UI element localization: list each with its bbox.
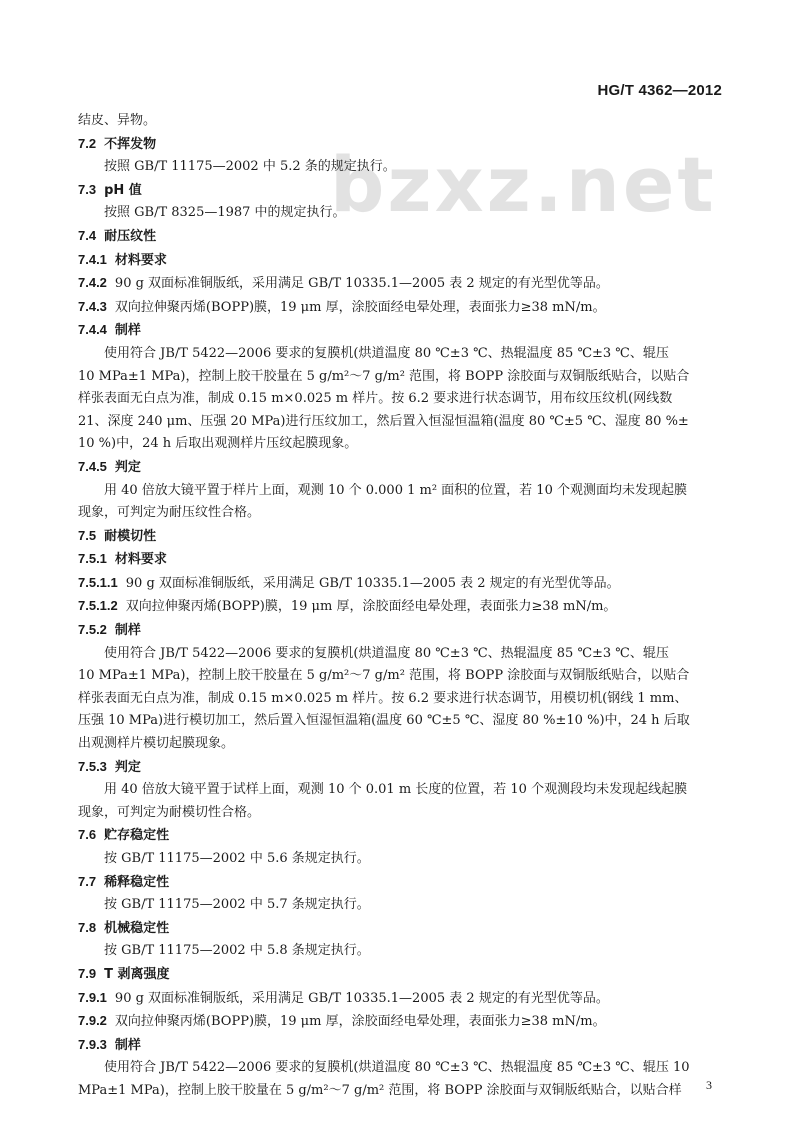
section-heading (78, 572, 724, 596)
section-title: 材料要求 (114, 252, 167, 268)
section-title: T 剥离强度 (104, 966, 170, 982)
section-title: 判定 (114, 459, 141, 475)
section-number: 7.4 (78, 227, 97, 243)
section-heading (78, 987, 724, 1011)
watermark: bzxz.net (330, 140, 717, 229)
body-text-line: 10 MPa±1 MPa)，控制上胶干胶量在 5 g/m²～7 g/m² 范围，将 BOPP 涂胶面与双铜版纸贴合，以贴合 (78, 668, 690, 684)
body-text-line: 按 GB/T 11175—2002 中 5.8 条规定执行。 (104, 943, 370, 959)
section-heading (78, 525, 724, 549)
section-heading (78, 179, 724, 203)
section-heading (78, 319, 724, 343)
section-number: 7.9.1 (78, 989, 107, 1005)
body-text-line: 使用符合 JB/T 5422—2006 要求的复膜机(烘道温度 80 ℃±3 ℃、热辊温度 85 ℃±3 ℃、辊压 (104, 645, 669, 661)
section-heading (78, 756, 724, 780)
section-title: 90 g 双面标准铜版纸，采用满足 GB/T 10335.1—2005 表 2 规定的有光型优等品。 (114, 990, 609, 1006)
section-title: 90 g 双面标准铜版纸，采用满足 GB/T 10335.1—2005 表 2 规定的有光型优等品。 (125, 575, 620, 591)
body-text-line: 21、深度 240 μm、压强 20 MPa)进行压纹加工，然后置入恒湿恒温箱(温度 80 ℃±5 ℃、湿度 80 %± (78, 413, 689, 429)
body-text-line: 10 %)中，24 h 后取出观测样片压纹起膜现象。 (78, 436, 358, 452)
section-number: 7.2 (78, 135, 97, 151)
body-text-line: 用 40 倍放大镜平置于样片上面，观测 10 个 0.000 1 m² 面积的位置，若 10 个观测面均未发现起膜 (104, 482, 687, 498)
section-number: 7.5.1.1 (78, 574, 118, 590)
body-text-line: 出观测样片模切起膜现象。 (78, 736, 235, 752)
section-heading (78, 1034, 724, 1058)
section-title: 贮存稳定性 (104, 828, 170, 844)
section-number: 7.8 (78, 919, 97, 935)
section-title: 双向拉伸聚丙烯(BOPP)膜，19 μm 厚，涂胶面经电晕处理，表面张力≥38 mN/m。 (114, 299, 606, 315)
section-heading (78, 963, 724, 987)
body-text-line: 现象，可判定为耐压纹性合格。 (78, 505, 261, 521)
body-text-line: 结皮、异物。 (78, 113, 157, 128)
body-text-line: 压强 10 MPa)进行模切加工，然后置入恒湿恒温箱(温度 60 ℃±5 ℃、湿度 80 %±10 %)中，24 h 后取 (78, 713, 690, 729)
section-title: 90 g 双面标准铜版纸，采用满足 GB/T 10335.1—2005 表 2 规定的有光型优等品。 (114, 276, 609, 292)
section-number: 7.5.3 (78, 758, 107, 774)
page-number: 3 (706, 1078, 712, 1092)
section-heading (78, 272, 724, 296)
section-title: 不挥发物 (104, 136, 157, 152)
section-number: 7.4.1 (78, 251, 107, 267)
section-title: 制样 (114, 623, 141, 639)
section-title: 耐模切性 (104, 528, 157, 544)
section-number: 7.4.2 (78, 275, 107, 291)
section-heading (78, 1010, 724, 1034)
section-number: 7.3 (78, 181, 97, 197)
section-number: 7.5 (78, 527, 97, 543)
section-title: 制样 (114, 323, 141, 339)
section-number: 7.4.4 (78, 322, 107, 338)
section-number: 7.6 (78, 827, 97, 843)
body-text-line: 样张表面无白点为准，制成 0.15 m×0.025 m 样片。按 6.2 要求进行状态调节，用布纹压纹机(网线数 (78, 391, 673, 407)
section-number: 7.4.5 (78, 458, 107, 474)
body-text-line: MPa±1 MPa)，控制上胶干胶量在 5 g/m²～7 g/m² 范围，将 BOPP 涂胶面与双铜版纸贴合，以贴合样 (78, 1082, 682, 1098)
section-heading (78, 871, 724, 895)
section-heading (78, 249, 724, 273)
section-heading (78, 296, 724, 320)
section-title: 制样 (114, 1037, 141, 1053)
body-text-line: 用 40 倍放大镜平置于试样上面，观测 10 个 0.01 m 长度的位置，若 10 个观测段均未发现起线起膜 (104, 782, 688, 798)
section-title: 机械稳定性 (104, 920, 170, 936)
section-number: 7.9.2 (78, 1013, 107, 1029)
body-text-line: 10 MPa±1 MPa)，控制上胶干胶量在 5 g/m²～7 g/m² 范围，将 BOPP 涂胶面与双铜版纸贴合，以贴合 (78, 368, 690, 384)
section-number: 7.5.1.2 (78, 598, 118, 614)
body-text-line: 使用符合 JB/T 5422—2006 要求的复膜机(烘道温度 80 ℃±3 ℃、热辊温度 85 ℃±3 ℃、辊压 10 (104, 1060, 690, 1076)
section-number: 7.5.1 (78, 551, 107, 567)
standard-code: HG/T 4362—2012 (597, 82, 722, 99)
section-title: 判定 (114, 759, 141, 775)
section-heading (78, 824, 724, 848)
section-title: 稀释稳定性 (104, 874, 170, 890)
section-title: 材料要求 (114, 552, 167, 568)
section-title: pH 值 (104, 182, 142, 198)
section-heading (78, 548, 724, 572)
section-heading (78, 595, 724, 619)
section-number: 7.9 (78, 965, 97, 981)
section-heading (78, 225, 724, 249)
section-number: 7.7 (78, 873, 97, 889)
body-text-line: 按 GB/T 11175—2002 中 5.6 条规定执行。 (104, 851, 370, 866)
section-title: 双向拉伸聚丙烯(BOPP)膜，19 μm 厚，涂胶面经电晕处理，表面张力≥38 mN/m。 (125, 599, 617, 615)
body-text-line: 使用符合 JB/T 5422—2006 要求的复膜机(烘道温度 80 ℃±3 ℃、热辊温度 85 ℃±3 ℃、辊压 (104, 345, 669, 361)
section-number: 7.9.3 (78, 1036, 107, 1052)
section-number: 7.5.2 (78, 622, 107, 638)
section-heading (78, 619, 724, 643)
section-heading (78, 133, 724, 157)
body-text-line: 按 GB/T 11175—2002 中 5.7 条规定执行。 (104, 897, 370, 913)
section-heading (78, 456, 724, 480)
section-heading (78, 917, 724, 941)
body-text-line: 样张表面无白点为准，制成 0.15 m×0.025 m 样片。按 6.2 要求进行状态调节，用模切机(钢线 1 mm、 (78, 690, 688, 706)
body-text-line: 按照 GB/T 11175—2002 中 5.2 条的规定执行。 (104, 159, 396, 175)
section-number: 7.4.3 (78, 298, 107, 314)
document-body (78, 110, 724, 1103)
body-text-line: 按照 GB/T 8325—1987 中的规定执行。 (104, 205, 346, 221)
section-title: 双向拉伸聚丙烯(BOPP)膜，19 μm 厚，涂胶面经电晕处理，表面张力≥38 mN/m。 (114, 1014, 606, 1030)
section-title: 耐压纹性 (104, 228, 157, 244)
body-text-line: 现象，可判定为耐模切性合格。 (78, 804, 261, 820)
